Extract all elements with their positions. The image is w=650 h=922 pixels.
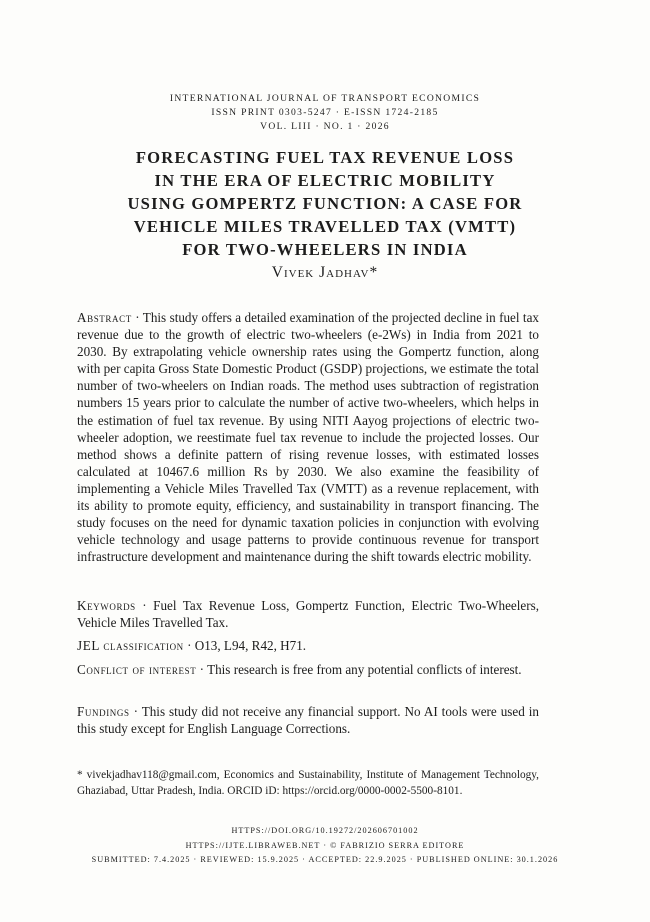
doi-link[interactable]: HTTPS://DOI.ORG/10.19272/202606701002: [231, 826, 419, 835]
fundings: [77, 703, 539, 737]
fundings-label: Fundings: [77, 704, 130, 719]
title-line: FORECASTING FUEL TAX REVENUE LOSS: [135, 148, 515, 167]
jel-text: O13, L94, R42, H71.: [194, 638, 307, 653]
author-name: Vivek Jadhav*: [271, 264, 379, 281]
separator: ·: [129, 704, 142, 719]
publisher-site[interactable]: HTTPS://IJTE.LIBRAWEB.NET · © FABRIZIO SERRA EDITORE: [185, 840, 465, 850]
conflict-of-interest: [77, 661, 539, 678]
separator: ·: [131, 310, 143, 325]
conflict-label: Conflict of interest: [77, 662, 197, 677]
journal-issn: ISSN PRINT 0303-5247 · E-ISSN 1724-2185: [211, 107, 439, 118]
keywords: [77, 597, 539, 631]
page-footer: [0, 824, 650, 868]
abstract-label: Abstract: [77, 310, 132, 325]
separator: ·: [135, 598, 154, 613]
abstract-text: This study offers a detailed examination of the projected decline in fuel tax revenue due to the growth of electric two-wheelers (e-2Ws) in India from 2021 to 2030. By extrapolating vehicle ownership rates using the Gompertz function, along with per capita Gross State Domestic Product (GSDP) projections, we estimate the total number of two-wheelers on Indian roads. The method uses subtraction of registration numbers 15 years prior to calculate the number of active two-wheelers, which helps in the estimation of fuel tax revenue. By using NITI Aayog projections of electric two-wheeler adoption, we reestimate fuel tax revenue to include the projected losses. Our method shows a definite pattern of rising revenue losses, with estimated losses calculated at 10467.6 million Rs by 2030. We also examine the feasibility of implementing a Vehicle Miles Travelled Tax (VMTT) as a revenue replacement, with its ability to promote equity, efficiency, and sustainability in transport financing. The study focuses on the need for dynamic taxation policies in conjunction with evolving vehicle technology and usage patterns to provide continuous revenue for transport infrastructure development and maintenance during the shift towards electric mobility.: [77, 310, 539, 565]
title-line: USING GOMPERTZ FUNCTION: A CASE FOR: [127, 194, 523, 213]
separator: ·: [183, 638, 195, 653]
conflict-text: This research is free from any potential conflicts of interest.: [207, 662, 522, 677]
article-title: [60, 146, 590, 261]
jel-classification: [77, 637, 539, 654]
journal-volume: VOL. LIII · NO. 1 · 2026: [260, 121, 390, 132]
journal-name: INTERNATIONAL JOURNAL OF TRANSPORT ECONOMICS: [169, 93, 481, 104]
separator: ·: [196, 662, 208, 677]
abstract: [77, 309, 539, 565]
keywords-text: Fuel Tax Revenue Loss, Gompertz Function, Electric Two-Wheelers, Vehicle Miles Travelled Tax.: [77, 598, 539, 630]
keywords-label: Keywords: [77, 598, 136, 613]
submission-dates: SUBMITTED: 7.4.2025 · REVIEWED: 15.9.2025 · ACCEPTED: 22.9.2025 · PUBLISHED ONLINE: 30.1.2026: [91, 855, 559, 864]
journal-header: [0, 92, 650, 134]
author-footnote: * vivekjadhav118@gmail.com, Economics and Sustainability, Institute of Management Technology, Ghaziabad, Uttar Pradesh, India. ORCID iD: https://orcid.org/0000-0002-5500-8101.: [77, 769, 539, 797]
title-line: VEHICLE MILES TRAVELLED TAX (VMTT): [133, 217, 517, 236]
title-line: IN THE ERA OF ELECTRIC MOBILITY: [154, 171, 496, 190]
title-line: FOR TWO-WHEELERS IN INDIA: [182, 240, 468, 259]
jel-label: JEL classification: [77, 638, 184, 653]
fundings-text: This study did not receive any financial support. No AI tools were used in this study except for English Language Corrections.: [77, 704, 539, 736]
